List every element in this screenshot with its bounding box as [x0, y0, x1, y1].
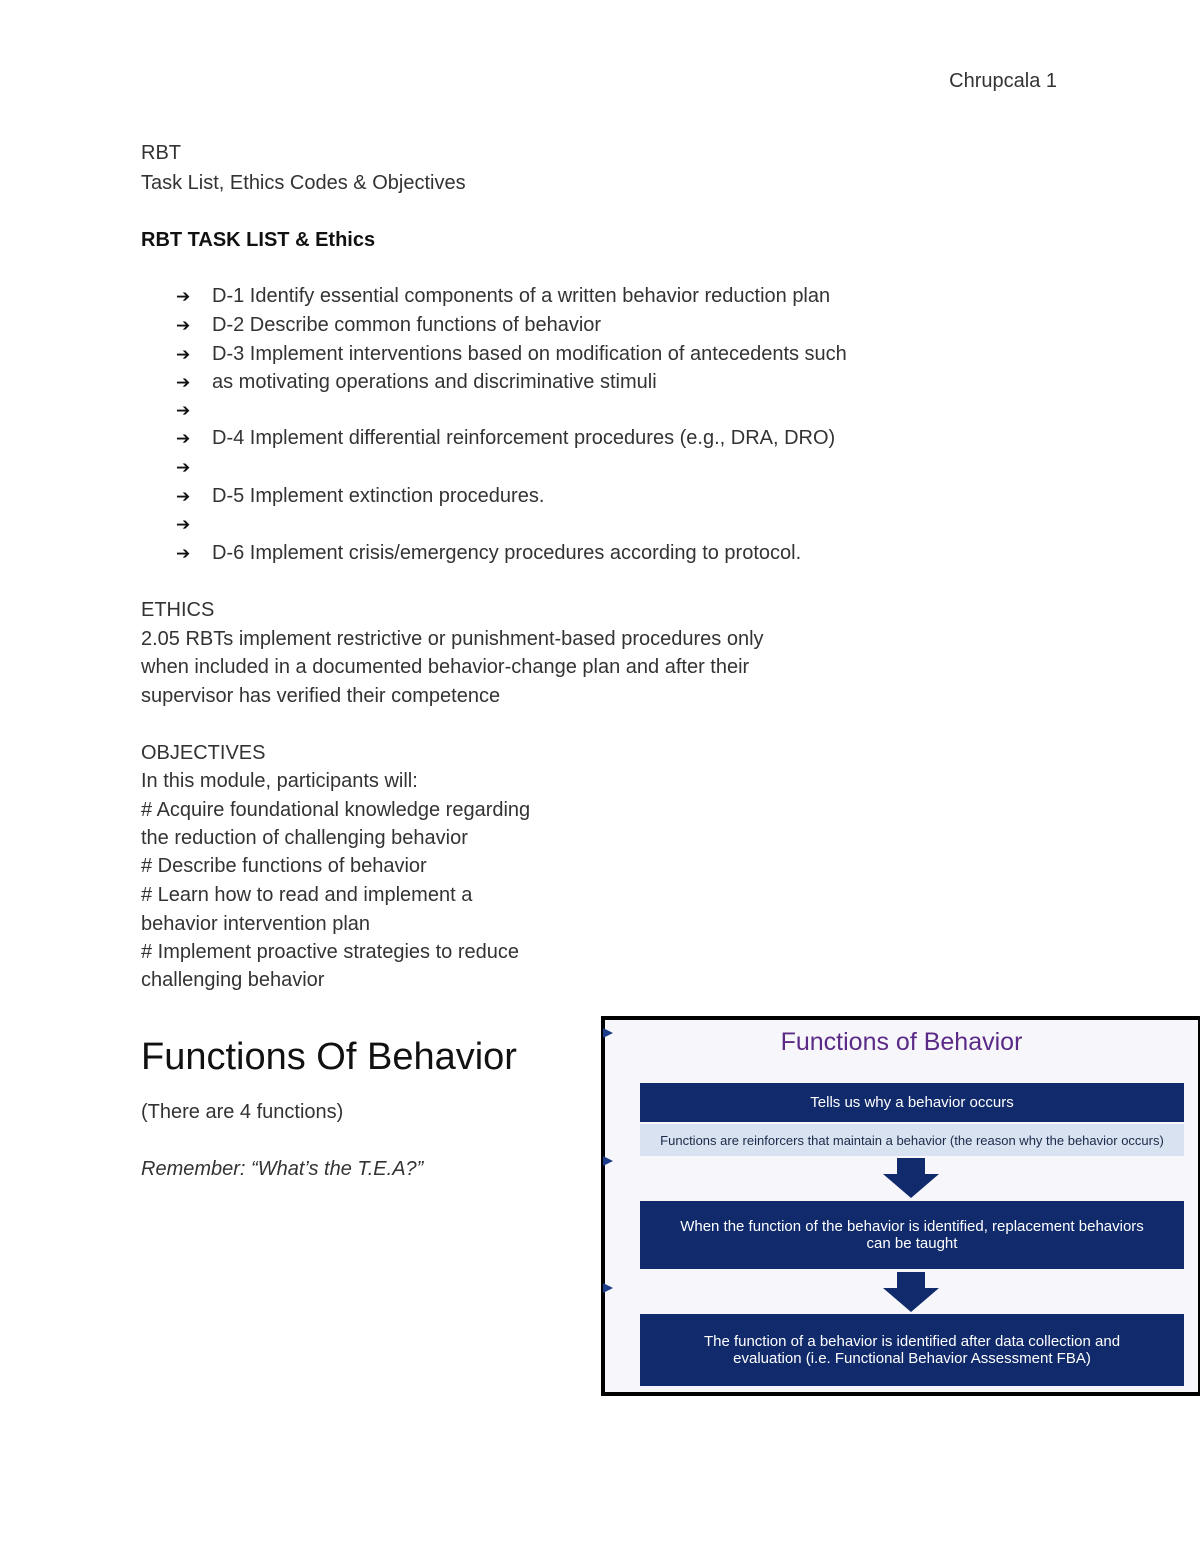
- bullet-marker-icon: [603, 1156, 613, 1166]
- list-item: ➔ D-5 Implement extinction procedures.: [176, 485, 545, 507]
- slide-title: Functions of Behavior: [780, 1028, 1023, 1056]
- slide-box-fba: The function of a behavior is identified after data collection and evaluation (i.e. Functional Behavior Assessment FBA): [640, 1314, 1184, 1386]
- slide-box-why: Tells us why a behavior occurs: [640, 1083, 1184, 1122]
- list-item: [176, 513, 212, 536]
- ethics-heading: ETHICS: [141, 599, 215, 621]
- list-item: [176, 456, 212, 479]
- arrow-icon: ➔: [176, 316, 191, 336]
- down-arrow-icon: [883, 1272, 939, 1312]
- list-item: ➔ D-2 Describe common functions of behavior: [176, 314, 602, 336]
- intro-line-2: Task List, Ethics Codes & Objectives: [141, 172, 466, 194]
- objectives-line: behavior intervention plan: [141, 913, 371, 935]
- functions-subtitle: (There are 4 functions): [141, 1101, 344, 1123]
- objectives-line: the reduction of challenging behavior: [141, 827, 468, 849]
- slide-box-reinforcers: Functions are reinforcers that maintain a behavior (the reason why the behavior occurs): [640, 1124, 1184, 1156]
- bullet-marker-icon: [603, 1283, 613, 1293]
- task-list-heading: RBT TASK LIST & Ethics: [141, 229, 376, 251]
- functions-slide-image: [601, 1016, 1200, 1396]
- objectives-heading: OBJECTIVES: [141, 742, 266, 764]
- list-item: ➔ as motivating operations and discriminative stimuli: [176, 371, 657, 393]
- ethics-line: supervisor has verified their competence: [141, 685, 501, 707]
- objectives-line: In this module, participants will:: [141, 770, 418, 792]
- arrow-icon: ➔: [176, 287, 191, 307]
- objectives-line: # Implement proactive strategies to reduce: [141, 941, 519, 963]
- list-item: [176, 399, 212, 422]
- ethics-line: 2.05 RBTs implement restrictive or punishment-based procedures only: [141, 628, 764, 650]
- page-header: Chrupcala 1: [949, 70, 1057, 92]
- arrow-icon: ➔: [176, 544, 191, 564]
- arrow-icon: ➔: [176, 401, 191, 421]
- arrow-icon: ➔: [176, 345, 191, 365]
- objectives-line: # Acquire foundational knowledge regarding: [141, 799, 531, 821]
- objectives-line: # Describe functions of behavior: [141, 855, 427, 877]
- arrow-icon: ➔: [176, 515, 191, 535]
- arrow-icon: ➔: [176, 458, 191, 478]
- list-item: ➔ D-1 Identify essential components of a written behavior reduction plan: [176, 285, 831, 307]
- list-item: ➔ D-4 Implement differential reinforcement procedures (e.g., DRA, DRO): [176, 427, 836, 449]
- slide-box-replacement: When the function of the behavior is identified, replacement behaviors can be taught: [640, 1201, 1184, 1269]
- down-arrow-icon: [883, 1158, 939, 1198]
- objectives-line: # Learn how to read and implement a: [141, 884, 473, 906]
- functions-remember: Remember: “What’s the T.E.A?”: [141, 1158, 424, 1180]
- ethics-line: when included in a documented behavior-change plan and after their: [141, 656, 750, 678]
- arrow-icon: ➔: [176, 487, 191, 507]
- arrow-icon: ➔: [176, 429, 191, 449]
- objectives-line: challenging behavior: [141, 969, 325, 991]
- arrow-icon: ➔: [176, 373, 191, 393]
- functions-title: Functions Of Behavior: [141, 1036, 517, 1078]
- intro-line-1: RBT: [141, 142, 181, 164]
- list-item: ➔ D-6 Implement crisis/emergency procedures according to protocol.: [176, 542, 802, 564]
- list-item: ➔ D-3 Implement interventions based on modification of antecedents such: [176, 343, 847, 365]
